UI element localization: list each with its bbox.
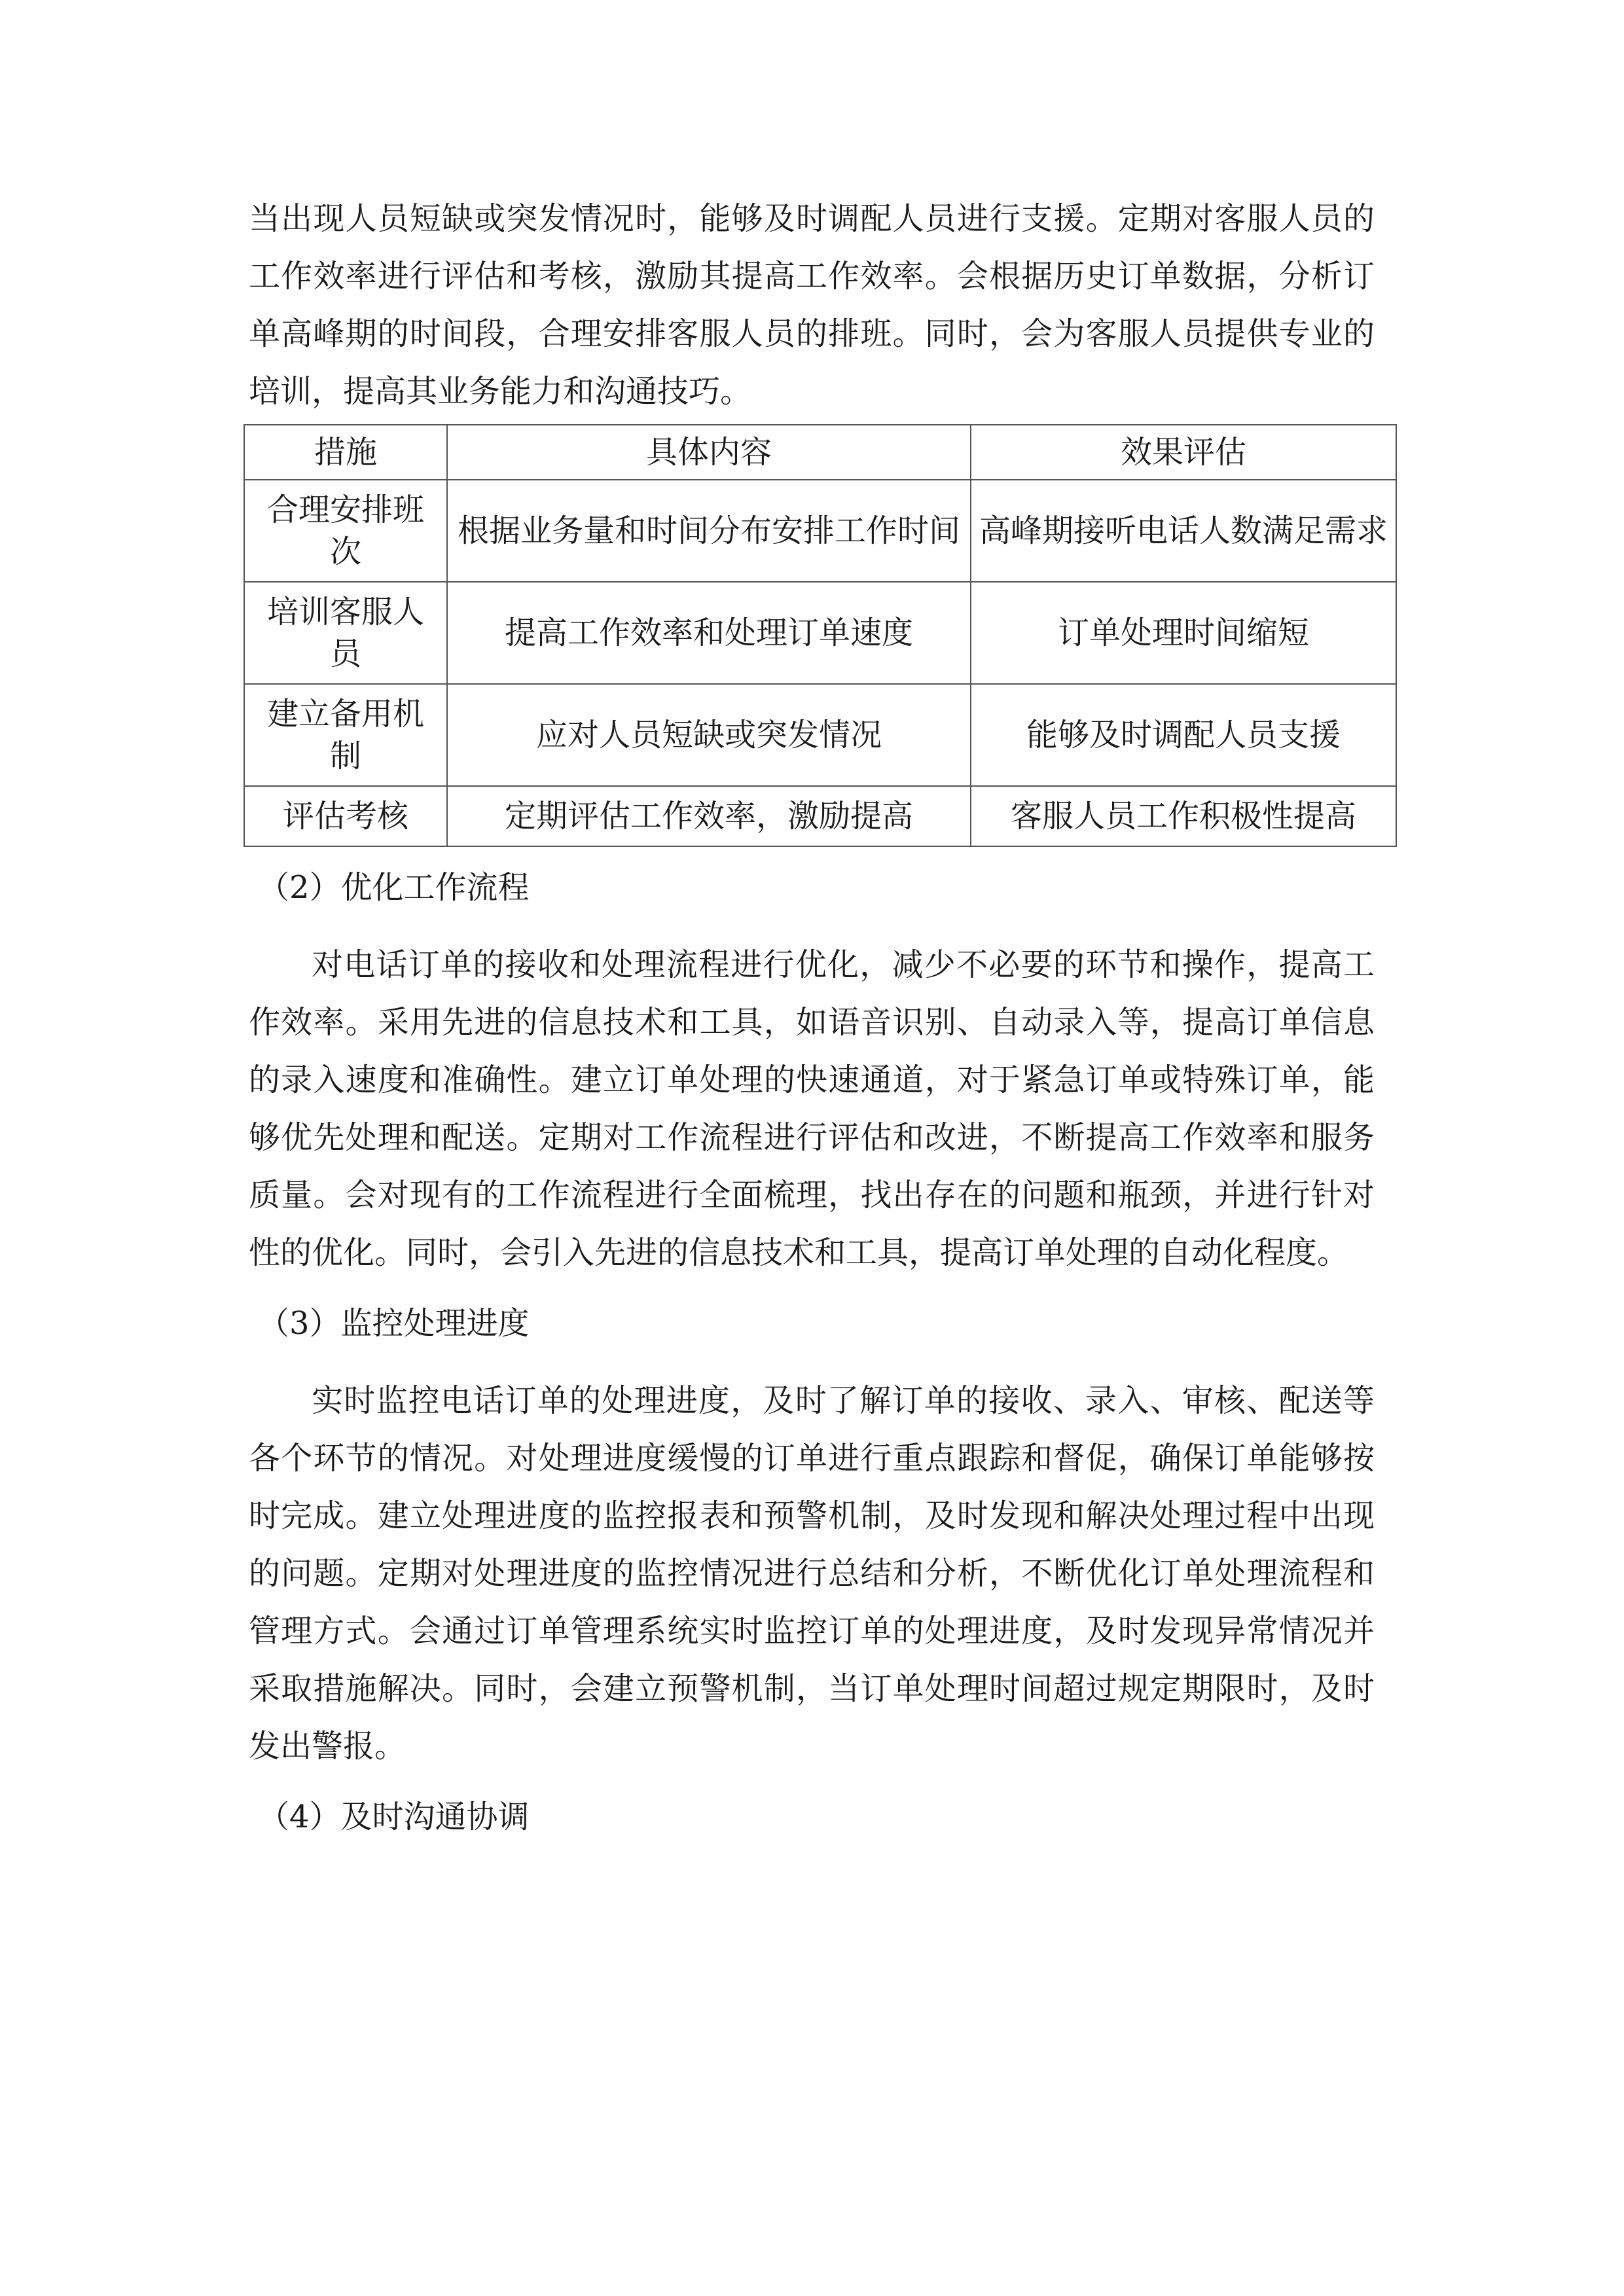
table-header-cell: 效果评估 [971, 425, 1396, 480]
table-row [244, 582, 1396, 684]
table-cell: 高峰期接听电话人数满足需求 [971, 480, 1396, 582]
table-cell: 培训客服人员 [244, 582, 447, 684]
table-header-cell: 具体内容 [447, 425, 971, 480]
table-row [244, 684, 1396, 786]
table-cell: 定期评估工作效率，激励提高 [447, 786, 971, 846]
table-cell: 建立备用机制 [244, 684, 447, 786]
section-heading-2: （2）优化工作流程 [258, 869, 530, 906]
table-row [244, 786, 1396, 846]
intro-paragraph: 当出现人员短缺或突发情况时，能够及时调配人员进行支援。定期对客服人员的工作效率进行评估和考核，激励其提高工作效率。会根据历史订单数据，分析订单高峰期的时间段，合理安排客服人员的排班。同时，会为客服人员提供专业的培训，提高其业务能力和沟通技巧。 [249, 200, 1375, 410]
section-heading-3: （3）监控处理进度 [258, 1305, 530, 1342]
table-header-cell: 措施 [244, 425, 447, 480]
table-cell: 应对人员短缺或突发情况 [447, 684, 971, 786]
section-3-body: 实时监控电话订单的处理进度，及时了解订单的接收、录入、审核、配送等各个环节的情况。对处理进度缓慢的订单进行重点跟踪和督促，确保订单能够按时完成。建立处理进度的监控报表和预警机制，及时发现和解决处理过程中出现的问题。定期对处理进度的监控情况进行总结和分析，不断优化订单处理流程和管理方式。会通过订单管理系统实时监控订单的处理进度，及时发现异常情况并采取措施解决。同时，会建立预警机制，当订单处理时间超过规定期限时，及时发出警报。 [249, 1382, 1375, 1765]
measures-table [244, 424, 1397, 847]
table-cell: 客服人员工作积极性提高 [971, 786, 1396, 846]
section-heading-4: （4）及时沟通协调 [258, 1799, 530, 1835]
table-row [244, 480, 1396, 582]
table-cell: 评估考核 [244, 786, 447, 846]
table-cell: 订单处理时间缩短 [971, 582, 1396, 684]
table-cell: 根据业务量和时间分布安排工作时间 [447, 480, 971, 582]
table-cell: 提高工作效率和处理订单速度 [447, 582, 971, 684]
table-cell: 能够及时调配人员支援 [971, 684, 1396, 786]
table-cell: 合理安排班次 [244, 480, 447, 582]
section-2-body: 对电话订单的接收和处理流程进行优化，减少不必要的环节和操作，提高工作效率。采用先进的信息技术和工具，如语音识别、自动录入等，提高订单信息的录入速度和准确性。建立订单处理的快速通道，对于紧急订单或特殊订单，能够优先处理和配送。定期对工作流程进行评估和改进，不断提高工作效率和服务质量。会对现有的工作流程进行全面梳理，找出存在的问题和瓶颈，并进行针对性的优化。同时，会引入先进的信息技术和工具，提高订单处理的自动化程度。 [249, 946, 1375, 1271]
document-page [249, 190, 1388, 1835]
table-header-row [244, 425, 1396, 480]
